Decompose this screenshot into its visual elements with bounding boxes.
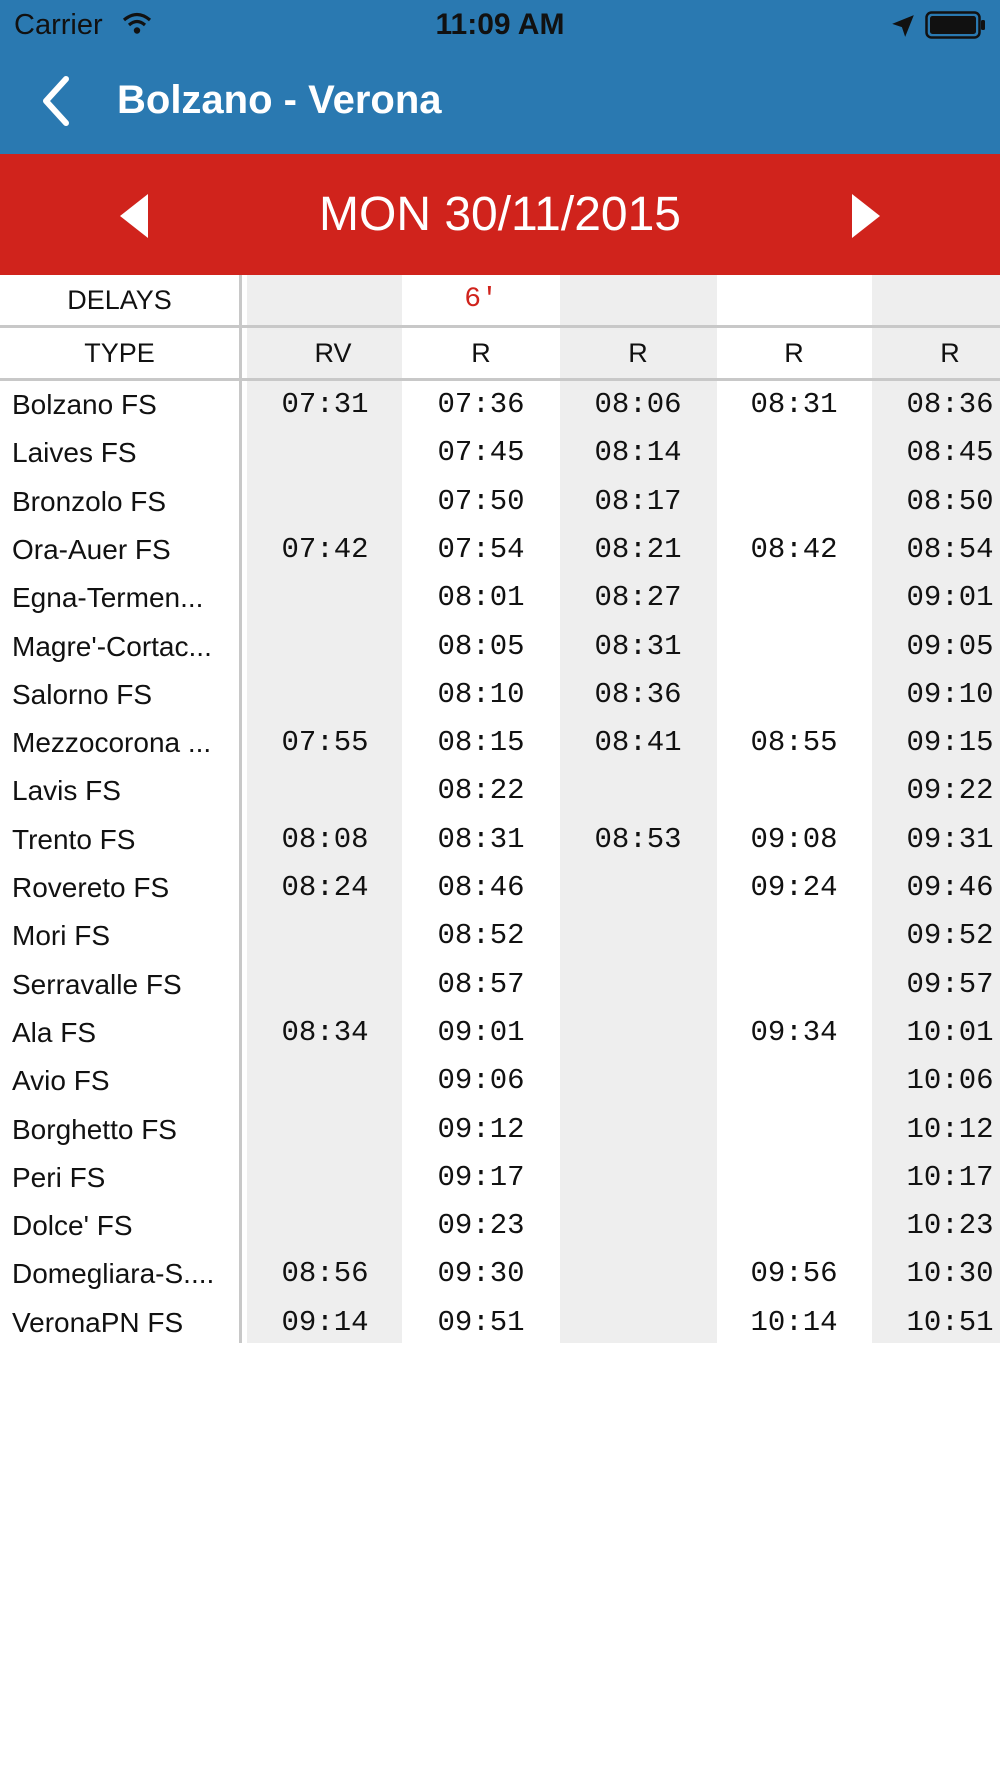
time-cell xyxy=(568,1009,708,1057)
time-cell xyxy=(568,1106,708,1154)
station-row[interactable] xyxy=(0,961,1000,1009)
app-header xyxy=(0,0,1000,154)
time-cell: 08:06 xyxy=(594,388,682,421)
carrier-label: Carrier xyxy=(14,9,103,41)
time-cell: 09:34 xyxy=(750,1015,838,1049)
station-name: Serravalle FS xyxy=(12,968,182,1000)
date-bar xyxy=(0,154,1000,275)
date-label: MON 30/11/2015 xyxy=(319,188,681,241)
delays-row xyxy=(0,275,1000,325)
time-cell xyxy=(255,1154,395,1202)
time-cell: 08:31 xyxy=(594,629,682,663)
station-name: Mori FS xyxy=(12,920,110,952)
station-name: Mezzocorona ... xyxy=(12,727,212,759)
station-name: Peri FS xyxy=(12,1161,106,1193)
time-cell xyxy=(568,864,708,912)
train-type-cell: RV xyxy=(314,338,352,368)
station-name: Dolce' FS xyxy=(12,1210,133,1242)
time-cell: 08:34 xyxy=(281,1015,369,1049)
time-cell: 08:27 xyxy=(594,581,682,615)
delay-cell xyxy=(880,275,1000,325)
time-cell xyxy=(568,767,708,815)
time-cell: 09:08 xyxy=(750,822,838,856)
time-cell: 08:14 xyxy=(594,436,682,470)
page-title: Bolzano - Verona xyxy=(117,78,442,122)
station-row[interactable] xyxy=(0,429,1000,477)
time-cell xyxy=(568,1057,708,1105)
station-row[interactable] xyxy=(0,1154,1000,1202)
delays-label: DELAYS xyxy=(67,285,172,315)
time-cell xyxy=(724,574,864,622)
station-row[interactable] xyxy=(0,381,1000,429)
time-cell xyxy=(568,912,708,960)
time-cell: 09:46 xyxy=(906,871,994,904)
time-cell xyxy=(568,1250,708,1298)
type-row xyxy=(0,328,1000,378)
time-cell xyxy=(255,478,395,526)
time-cell xyxy=(568,1299,708,1347)
station-name: Avio FS xyxy=(12,1065,110,1097)
time-cell: 08:57 xyxy=(437,967,525,1001)
time-cell: 07:36 xyxy=(437,388,525,421)
time-cell xyxy=(724,671,864,719)
station-name: Ora-Auer FS xyxy=(12,533,171,565)
time-cell xyxy=(568,1154,708,1202)
station-row[interactable] xyxy=(0,478,1000,526)
station-name: Magre'-Cortac... xyxy=(12,630,212,662)
time-cell xyxy=(255,1202,395,1250)
time-cell: 09:52 xyxy=(906,919,994,953)
time-cell: 10:12 xyxy=(906,1112,994,1146)
station-row[interactable] xyxy=(0,623,1000,671)
time-cell: 08:15 xyxy=(437,726,525,760)
time-cell: 09:01 xyxy=(437,1015,525,1049)
location-arrow-icon xyxy=(890,13,916,39)
time-cell xyxy=(724,1154,864,1202)
time-cell: 09:31 xyxy=(906,822,994,856)
station-name: Rovereto FS xyxy=(12,872,170,903)
time-cell: 08:21 xyxy=(594,532,682,566)
time-cell: 08:55 xyxy=(750,726,838,760)
station-name: Salorno FS xyxy=(12,678,153,710)
station-name: Lavis FS xyxy=(12,775,121,807)
time-cell: 09:10 xyxy=(906,677,994,711)
status-time: 11:09 AM xyxy=(435,8,565,41)
time-cell xyxy=(724,1057,864,1105)
time-cell xyxy=(724,912,864,960)
train-type-cell: R xyxy=(628,338,648,368)
time-cell: 09:15 xyxy=(906,726,994,760)
time-cell: 08:36 xyxy=(594,677,682,711)
time-cell xyxy=(255,574,395,622)
station-name: VeronaPN FS xyxy=(12,1306,184,1338)
time-cell xyxy=(724,623,864,671)
station-name: Ala FS xyxy=(12,1016,97,1048)
time-cell xyxy=(568,1202,708,1250)
time-cell: 09:23 xyxy=(437,1209,525,1243)
station-name: Bolzano FS xyxy=(12,389,157,420)
back-button[interactable] xyxy=(38,73,78,129)
station-row[interactable] xyxy=(0,1250,1000,1298)
station-row[interactable] xyxy=(0,671,1000,719)
station-row[interactable] xyxy=(0,864,1000,912)
time-cell xyxy=(724,1106,864,1154)
time-cell: 09:01 xyxy=(906,581,994,615)
time-cell: 08:01 xyxy=(437,581,525,615)
next-day-button[interactable] xyxy=(830,184,900,248)
time-cell: 07:45 xyxy=(437,436,525,470)
time-cell: 08:53 xyxy=(594,822,682,856)
station-row[interactable] xyxy=(0,719,1000,767)
time-cell: 10:51 xyxy=(906,1305,994,1339)
station-name: Laives FS xyxy=(12,437,137,469)
battery-icon xyxy=(925,11,987,39)
station-row[interactable] xyxy=(0,1057,1000,1105)
time-cell: 07:50 xyxy=(437,484,525,518)
time-cell xyxy=(255,912,395,960)
time-cell: 08:54 xyxy=(906,532,994,566)
delay-cell xyxy=(724,275,864,325)
time-cell xyxy=(724,767,864,815)
station-row[interactable] xyxy=(0,912,1000,960)
train-type-cell: R xyxy=(940,338,960,368)
time-cell: 07:31 xyxy=(281,388,369,421)
time-cell: 07:55 xyxy=(281,726,369,760)
time-cell xyxy=(568,961,708,1009)
time-cell: 08:24 xyxy=(281,871,369,904)
time-cell: 08:50 xyxy=(906,484,994,518)
time-cell: 08:05 xyxy=(437,629,525,663)
time-cell: 08:17 xyxy=(594,484,682,518)
time-cell xyxy=(724,1202,864,1250)
station-row[interactable] xyxy=(0,1299,1000,1347)
time-cell: 09:57 xyxy=(906,967,994,1001)
delay-cell: 6' xyxy=(464,284,498,315)
train-type-cell: R xyxy=(471,338,491,368)
time-cell: 08:10 xyxy=(437,677,525,711)
time-cell: 09:51 xyxy=(437,1305,525,1339)
station-name: Trento FS xyxy=(12,823,136,855)
time-cell: 07:54 xyxy=(437,532,525,566)
time-cell: 09:56 xyxy=(750,1257,838,1291)
time-cell: 08:41 xyxy=(594,726,682,760)
time-cell: 08:31 xyxy=(437,822,525,856)
time-cell xyxy=(255,623,395,671)
station-row[interactable] xyxy=(0,816,1000,864)
time-cell: 10:23 xyxy=(906,1209,994,1243)
station-name: Domegliara-S.... xyxy=(12,1258,215,1290)
time-cell: 08:22 xyxy=(437,774,525,808)
time-cell: 10:14 xyxy=(750,1305,838,1339)
time-cell: 08:36 xyxy=(906,388,994,421)
time-cell xyxy=(255,1106,395,1154)
time-cell xyxy=(255,671,395,719)
time-cell xyxy=(724,961,864,1009)
time-cell: 10:17 xyxy=(906,1160,994,1194)
station-name: Bronzolo FS xyxy=(12,485,167,517)
time-cell: 08:42 xyxy=(750,532,838,566)
time-cell: 08:52 xyxy=(437,919,525,953)
station-name: Egna-Termen... xyxy=(12,582,204,614)
station-row[interactable] xyxy=(0,574,1000,622)
time-cell xyxy=(724,478,864,526)
time-cell: 10:01 xyxy=(906,1015,994,1049)
time-cell xyxy=(255,961,395,1009)
time-cell: 08:56 xyxy=(281,1257,369,1291)
time-cell: 08:45 xyxy=(906,436,994,470)
station-row[interactable] xyxy=(0,526,1000,574)
time-cell: 09:24 xyxy=(750,871,838,904)
train-type-cell: R xyxy=(784,338,804,368)
time-cell: 09:30 xyxy=(437,1257,525,1291)
time-cell xyxy=(255,1057,395,1105)
timetable xyxy=(0,275,1000,1343)
time-cell: 09:05 xyxy=(906,629,994,663)
station-row[interactable] xyxy=(0,767,1000,815)
time-cell: 09:22 xyxy=(906,774,994,808)
station-row[interactable] xyxy=(0,1202,1000,1250)
time-cell: 08:46 xyxy=(437,871,525,904)
time-cell: 08:31 xyxy=(750,388,838,421)
type-label: TYPE xyxy=(84,338,155,368)
time-cell: 10:30 xyxy=(906,1257,994,1291)
time-cell xyxy=(255,767,395,815)
station-row[interactable] xyxy=(0,1009,1000,1057)
station-row[interactable] xyxy=(0,1106,1000,1154)
delay-cell xyxy=(568,275,708,325)
station-name: Borghetto FS xyxy=(12,1113,177,1145)
time-cell: 08:08 xyxy=(281,822,369,856)
time-cell: 09:14 xyxy=(281,1305,369,1339)
time-cell: 07:42 xyxy=(281,532,369,566)
time-cell: 09:06 xyxy=(437,1064,525,1098)
time-cell: 09:17 xyxy=(437,1160,525,1194)
time-cell xyxy=(255,429,395,477)
time-cell: 10:06 xyxy=(906,1064,994,1098)
time-cell: 09:12 xyxy=(437,1112,525,1146)
delay-cell xyxy=(263,275,403,325)
time-cell xyxy=(724,429,864,477)
